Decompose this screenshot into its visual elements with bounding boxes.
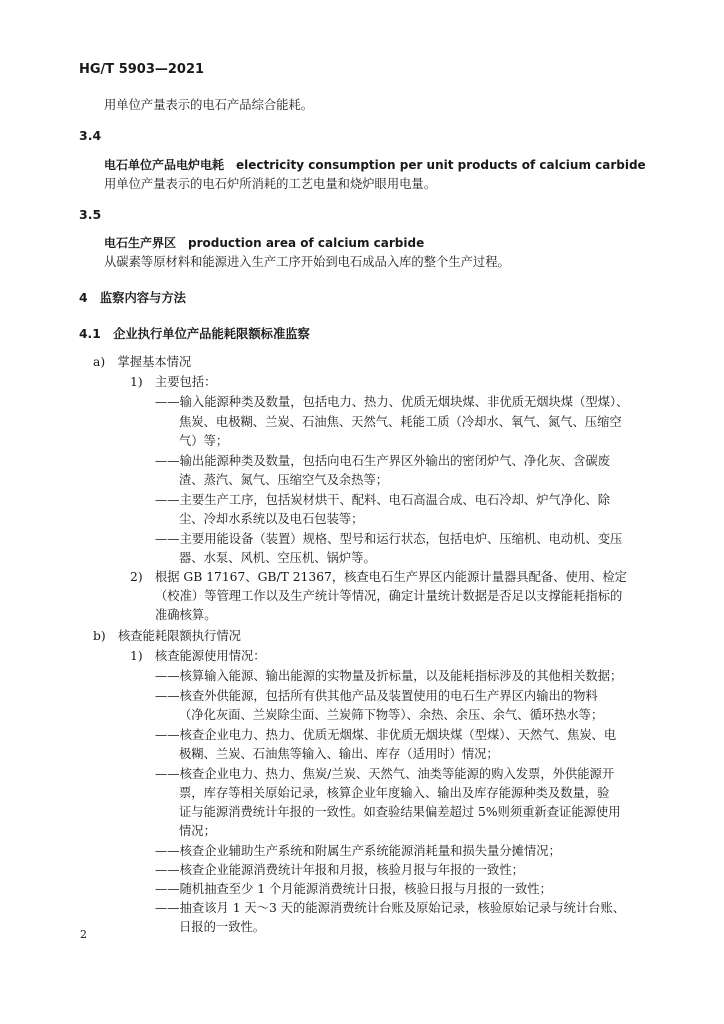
text-line: ——主要生产工序，包括炭材烘干、配料、电石高温合成、电石冷却、炉气净化、除	[155, 493, 610, 507]
list-item: b) 核查能耗限额执行情况	[93, 629, 241, 643]
text-line: 器、水泵、风机、空压机、锅炉等。	[179, 551, 376, 565]
text-line: （校准）等管理工作以及生产统计等情况，确定计量统计数据是否足以支撑能耗指标的	[155, 589, 623, 603]
text-line: 尘、冷却水系统以及电石包装等；	[179, 512, 364, 526]
text-line: 票，库存等相关原始记录，核算企业年度输入、输出及库存能源种类及数量，验	[179, 786, 610, 800]
term-heading: 电石生产界区 production area of calcium carbide	[104, 236, 425, 250]
text-line: ——输出能源种类及数量，包括向电石生产界区外输出的密闭炉气、净化灰、含碳废	[155, 454, 610, 468]
page-number: 2	[80, 928, 87, 941]
text-line: 准确核算。	[155, 608, 217, 622]
text-line: 日报的一致性。	[179, 920, 266, 934]
clause-number: 3.5	[79, 207, 102, 222]
text-line: ——抽查该月 1 天～3 天的能源消费统计台账及原始记录，核验原始记录与统计台账、	[155, 901, 626, 915]
text-line: （净化灰面、兰炭除尘面、兰炭筛下物等）、余热、余压、余气、循环热水等；	[179, 708, 604, 722]
list-item: 1) 主要包括：	[130, 375, 217, 389]
text-line: ——核查企业电力、热力、焦炭/兰炭、天然气、油类等能源的购入发票，外供能源开	[155, 767, 615, 781]
text-line: ——输入能源种类及数量，包括电力、热力、优质无烟块煤、非优质无烟块煤（型煤）、	[155, 395, 629, 409]
section-heading: 4 监察内容与方法	[79, 291, 186, 305]
text-line: ——核查企业辅助生产系统和附属生产系统能源消耗量和损失量分摊情况；	[155, 844, 561, 858]
text-line: 极糊、兰炭、石油焦等输入、输出、库存（适用时）情况；	[179, 747, 499, 761]
text-line: 情况；	[179, 824, 216, 838]
text-line: ——核查企业电力、热力、优质无烟煤、非优质无烟块煤（型煤）、天然气、焦炭、电	[155, 728, 617, 742]
clause-number: 3.4	[79, 128, 102, 143]
text-line: 从碳素等原材料和能源进入生产工序开始到电石成品入库的整个生产过程。	[104, 255, 510, 269]
text-line: 用单位产量表示的电石产品综合能耗。	[104, 98, 314, 112]
term-heading: 电石单位产品电炉电耗 electricity consumption per unit products of calcium carbide	[104, 158, 646, 172]
text-line: 证与能源消费统计年报的一致性。如查验结果偏差超过 5%则须重新查证能源使用	[179, 805, 621, 819]
text-line: 焦炭、电极糊、兰炭、石油焦、天然气、耗能工质（冷却水、氧气、氮气、压缩空	[179, 415, 622, 429]
list-item: a) 掌握基本情况	[93, 355, 192, 369]
text-line: ——核查外供能源，包括所有供其他产品及装置使用的电石生产界区内输出的物料	[155, 689, 598, 703]
text-line: 渣、蒸汽、氮气、压缩空气及余热等；	[179, 473, 389, 487]
subsection-heading: 4.1 企业执行单位产品能耗限额标准监察	[79, 327, 310, 341]
text-line: 气）等；	[179, 434, 229, 448]
text-line: ——核查企业能源消费统计年报和月报，核验月报与年报的一致性；	[155, 863, 524, 877]
text-line: ——随机抽查至少 1 个月能源消费统计日报，核验日报与月报的一致性；	[155, 882, 552, 896]
text-line: 用单位产量表示的电石炉所消耗的工艺电量和烧炉眼用电量。	[104, 177, 437, 191]
text-line: ——主要用能设备（装置）规格、型号和运行状态，包括电炉、压缩机、电动机、变压	[155, 532, 623, 546]
list-item: 1) 核查能源使用情况：	[130, 649, 266, 663]
standard-code-header: HG/T 5903—2021	[79, 62, 205, 77]
list-item: 2) 根据 GB 17167、GB/T 21367，核查电石生产界区内能源计量器具配备、使用、检定	[130, 570, 627, 584]
text-line: ——核算输入能源、输出能源的实物量及折标量，以及能耗指标涉及的其他相关数据；	[155, 669, 623, 683]
